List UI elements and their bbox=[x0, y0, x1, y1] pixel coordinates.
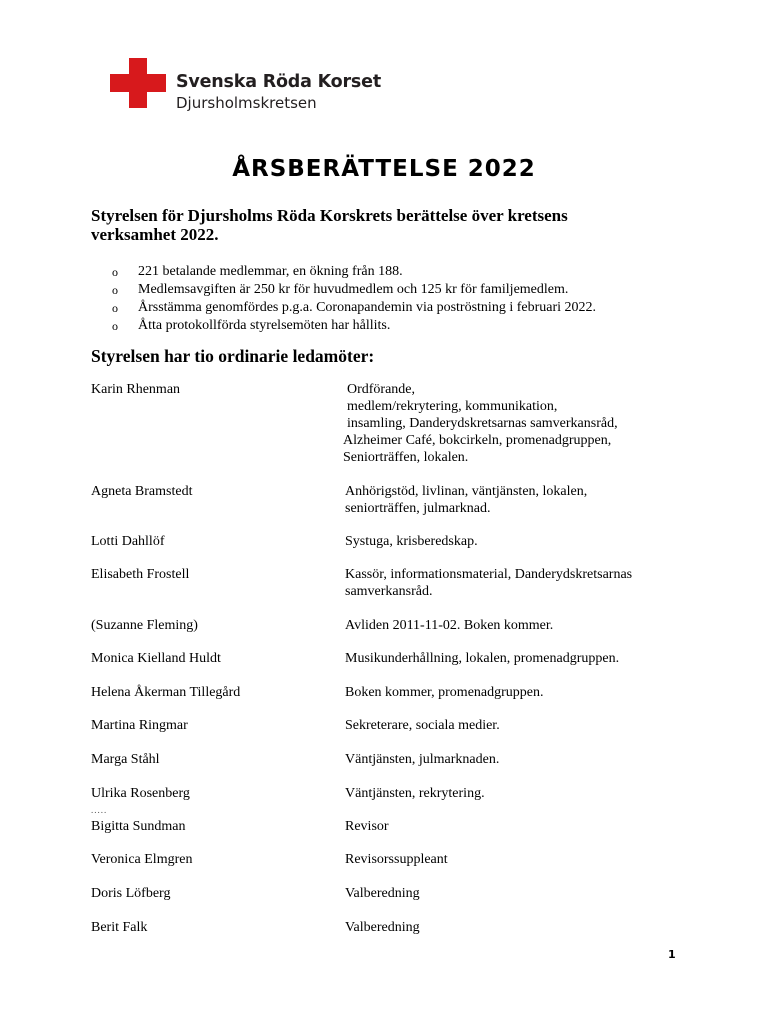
bullet-marker: o bbox=[112, 283, 118, 297]
member-roles: Anhörigstöd, livlinan, väntjänsten, lokalen, seniorträffen, julmarknad. bbox=[345, 484, 588, 516]
member-name: Helena Åkerman Tillegård bbox=[91, 685, 241, 700]
logo-subtitle: Djursholmskretsen bbox=[176, 94, 317, 112]
member-roles: Ordförande, medlem/rekrytering, kommunikation, insamling, Danderydskretsarnas samverkansråd, Alzheimer Café, bokcirkeln, promenadgruppen, Seniorträffen, lokalen. bbox=[343, 382, 618, 465]
member-roles: Avliden 2011-11-02. Boken kommer. bbox=[345, 618, 554, 633]
member-roles: Valberedning bbox=[345, 886, 420, 901]
member-name: Ulrika Rosenberg bbox=[91, 786, 190, 801]
member-name: Karin Rhenman bbox=[91, 382, 181, 397]
bullet-list bbox=[112, 263, 596, 335]
member-roles: Valberedning bbox=[345, 920, 420, 935]
bullet-marker: o bbox=[112, 301, 118, 315]
member-name: Lotti Dahllöf bbox=[91, 534, 165, 549]
bullet-item: o Medlemsavgiften är 250 kr för huvudmedlem och 125 kr för familjemedlem. bbox=[112, 282, 569, 297]
member-name: Berit Falk bbox=[91, 920, 148, 935]
member-name: Doris Löfberg bbox=[91, 886, 171, 901]
intro-paragraph: Styrelsen för Djursholms Röda Korskrets berättelse över kretsens verksamhet 2022. bbox=[91, 206, 568, 244]
bullet-item: o Årsstämma genomfördes p.g.a. Coronapandemin via poströstning i februari 2022. bbox=[112, 300, 597, 315]
logo-name: Svenska Röda Korset bbox=[176, 72, 381, 92]
member-name: Bigitta Sundman bbox=[91, 819, 186, 834]
member-name: Marga Ståhl bbox=[91, 752, 160, 767]
bullet-item: o Åtta protokollförda styrelsemöten har hållits. bbox=[112, 318, 391, 333]
member-roles: Revisorssuppleant bbox=[345, 852, 448, 867]
member-name: Elisabeth Frostell bbox=[91, 567, 190, 582]
member-roles: Musikunderhållning, lokalen, promenadgruppen. bbox=[345, 651, 620, 666]
bullet-marker: o bbox=[112, 265, 118, 279]
page-number: 1 bbox=[668, 948, 676, 961]
board-heading: Styrelsen har tio ordinarie ledamöter: bbox=[91, 346, 375, 366]
bullet-item: o 221 betalande medlemmar, en ökning från 188. bbox=[112, 264, 403, 279]
member-roles: Revisor bbox=[345, 819, 389, 834]
member-roles: Systuga, krisberedskap. bbox=[345, 534, 478, 549]
member-roles: Boken kommer, promenadgruppen. bbox=[345, 685, 544, 700]
separator-dots: ..... bbox=[91, 805, 108, 815]
member-name: Veronica Elmgren bbox=[91, 852, 193, 867]
member-roles: Sekreterare, sociala medier. bbox=[345, 718, 500, 733]
member-name: Martina Ringmar bbox=[91, 718, 188, 733]
red-cross-icon bbox=[110, 58, 166, 108]
member-roles: Väntjänsten, rekrytering. bbox=[345, 786, 485, 801]
member-roles: Kassör, informationsmaterial, Danderydskretsarnas samverkansråd. bbox=[345, 567, 633, 599]
member-roles: Väntjänsten, julmarknaden. bbox=[345, 752, 500, 767]
member-name: (Suzanne Fleming) bbox=[91, 618, 198, 633]
bullet-marker: o bbox=[112, 319, 118, 333]
document-title: ÅRSBERÄTTELSE 2022 bbox=[232, 156, 536, 182]
member-name: Monica Kielland Huldt bbox=[91, 651, 221, 666]
member-name: Agneta Bramstedt bbox=[91, 484, 193, 499]
